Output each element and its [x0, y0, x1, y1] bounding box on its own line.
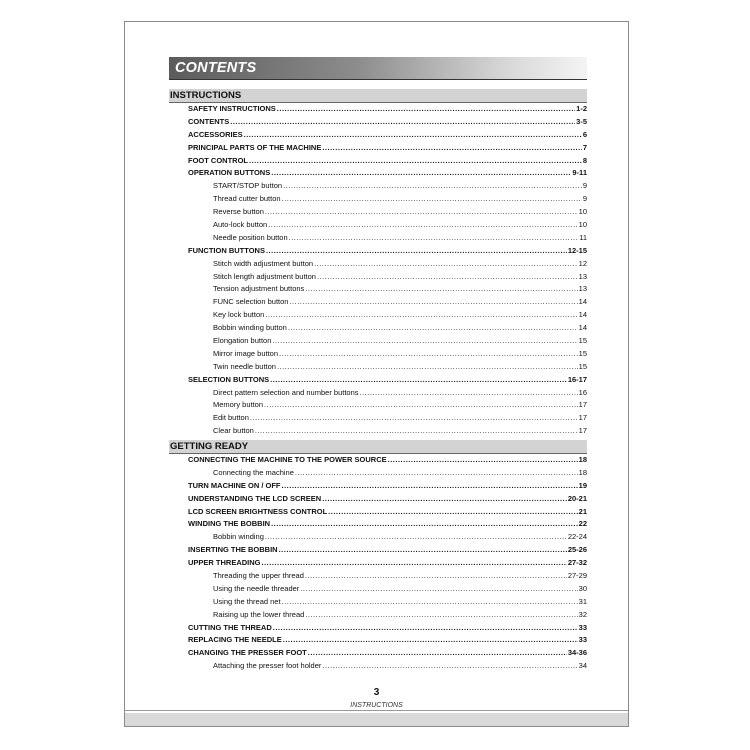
toc-entry-page: 12: [578, 258, 587, 268]
toc-entry: [169, 374, 587, 387]
toc-entry-title: Bobbin winding button: [213, 323, 287, 333]
toc-entry-title: FUNCTION BUTTONS: [188, 245, 265, 255]
toc-entry-page: 17: [578, 400, 587, 410]
toc-entry-title: Clear button: [213, 426, 254, 436]
dot-leader: [277, 103, 575, 116]
dot-leader: [305, 283, 577, 296]
toc-entry-title: FUNC selection button: [213, 297, 289, 307]
toc-entry-title: Threading the upper thread: [213, 571, 304, 581]
toc-subentry: [169, 322, 587, 335]
dot-leader: [272, 335, 577, 348]
toc-entry-title: Direct pattern selection and number buttons: [213, 387, 359, 397]
dot-leader: [360, 387, 578, 400]
toc-entry-page: 12-15: [567, 245, 587, 255]
page-title: CONTENTS: [175, 60, 257, 76]
dot-leader: [289, 232, 579, 245]
toc-entry-title: Thread cutter button: [213, 194, 281, 204]
dot-leader: [264, 399, 578, 412]
footer-rule: [125, 710, 628, 711]
dot-leader: [230, 116, 575, 129]
dot-leader: [262, 557, 567, 570]
toc-entry-page: 7: [582, 142, 587, 152]
dot-leader: [283, 180, 582, 193]
toc-entry-page: 27-29: [567, 571, 587, 581]
dot-leader: [322, 142, 581, 155]
toc-entry-title: Raising up the lower thread: [213, 609, 305, 619]
dot-leader: [249, 155, 582, 168]
dot-leader: [244, 129, 582, 142]
toc-entry-title: Edit button: [213, 413, 249, 423]
dot-leader: [271, 167, 571, 180]
toc-subentry: [169, 271, 587, 284]
toc-subentry: [169, 361, 587, 374]
toc-entry-title: LCD SCREEN BRIGHTNESS CONTROL: [188, 506, 328, 516]
toc-entry-title: CHANGING THE PRESSER FOOT: [188, 648, 307, 658]
section-heading: INSTRUCTIONS: [169, 89, 587, 102]
toc-subentry: [169, 348, 587, 361]
toc-entry-page: 22-24: [567, 532, 587, 542]
toc-entry-page: 27-32: [567, 558, 587, 568]
dot-leader: [279, 348, 578, 361]
toc-subentry: [169, 425, 587, 438]
dot-leader: [250, 412, 578, 425]
toc-entry-page: 33: [578, 622, 587, 632]
toc-entry-title: Tension adjustment buttons: [213, 284, 305, 294]
toc-entry-title: START/STOP button: [213, 181, 283, 191]
toc-subentry: [169, 467, 587, 480]
toc-entry-title: PRINCIPAL PARTS OF THE MACHINE: [188, 142, 322, 152]
toc-entry-page: 9: [582, 181, 587, 191]
toc-subentry: [169, 399, 587, 412]
toc-entry-page: 19: [578, 480, 587, 490]
toc-entry-page: 17: [578, 413, 587, 423]
toc-entry-title: Elongation button: [213, 336, 272, 346]
toc-subentry: [169, 335, 587, 348]
dot-leader: [305, 609, 577, 622]
toc-entry: [169, 480, 587, 493]
toc-subentry: [169, 206, 587, 219]
toc-entry: [169, 506, 587, 519]
toc-entry: [169, 142, 587, 155]
dot-leader: [268, 219, 577, 232]
toc-subentry: [169, 219, 587, 232]
toc-entry-title: Attaching the presser foot holder: [213, 661, 322, 671]
toc-entry-page: 32: [578, 609, 587, 619]
toc-entry: [169, 245, 587, 258]
toc-entry-title: Mirror image button: [213, 348, 279, 358]
toc-entry-page: 9: [582, 194, 587, 204]
dot-leader: [300, 583, 577, 596]
toc-entry-title: Bobbin winding: [213, 532, 264, 542]
dot-leader: [265, 309, 577, 322]
dot-leader: [295, 467, 578, 480]
toc-entry-page: 20-21: [567, 493, 587, 503]
toc-entry-title: Stitch width adjustment button: [213, 258, 314, 268]
toc-entry: [169, 544, 587, 557]
toc-entry-page: 1-2: [576, 104, 587, 113]
toc-entry-page: 3-5: [576, 116, 587, 126]
toc-entry-title: SELECTION BUTTONS: [188, 374, 270, 384]
dot-leader: [270, 374, 567, 387]
section-heading: GETTING READY: [169, 440, 587, 453]
dot-leader: [266, 245, 567, 258]
toc-entry-title: TURN MACHINE ON / OFF: [188, 480, 281, 490]
toc-subentry: [169, 232, 587, 245]
toc-entry: [169, 518, 587, 531]
section-getting-ready: [169, 440, 587, 673]
dot-leader: [279, 544, 567, 557]
dot-leader: [322, 493, 567, 506]
dot-leader: [255, 425, 578, 438]
toc-subentry: [169, 258, 587, 271]
toc-entry-list: [169, 454, 587, 673]
dot-leader: [265, 531, 567, 544]
manual-page: [124, 21, 629, 727]
toc-entry: [169, 155, 587, 168]
toc-entry: [169, 103, 587, 116]
toc-entry-page: 16: [578, 387, 587, 397]
section-instructions: [169, 89, 587, 438]
dot-leader: [314, 258, 578, 271]
toc-subentry: [169, 570, 587, 583]
toc-entry: [169, 622, 587, 635]
toc-entry-title: SAFETY INSTRUCTIONS: [188, 104, 276, 113]
toc-subentry: [169, 660, 587, 673]
toc-entry-page: 14: [578, 297, 587, 307]
footer-bar: [125, 713, 628, 726]
toc-entry-title: Auto-lock button: [213, 220, 268, 230]
toc-subentry: [169, 180, 587, 193]
dot-leader: [322, 660, 577, 673]
toc-entry-page: 17: [578, 426, 587, 436]
toc-entry-title: WINDING THE BOBBIN: [188, 519, 271, 529]
toc-entry: [169, 167, 587, 180]
dot-leader: [265, 206, 578, 219]
toc-entry-page: 16-17: [567, 374, 587, 384]
toc-subentry: [169, 412, 587, 425]
toc-entry-page: 14: [578, 310, 587, 320]
toc-entry-title: Stitch length adjustment button: [213, 271, 316, 281]
toc-entry: [169, 116, 587, 129]
toc-subentry: [169, 296, 587, 309]
dot-leader: [277, 361, 578, 374]
toc-entry: [169, 129, 587, 142]
toc-entry-page: 9-11: [572, 168, 587, 178]
toc-entry-page: 11: [579, 232, 587, 242]
toc-entry-title: UPPER THREADING: [188, 558, 261, 568]
toc-entry-title: FOOT CONTROL: [188, 155, 248, 165]
toc-entry-page: 30: [578, 583, 587, 593]
toc-entry-title: Using the needle threader: [213, 583, 300, 593]
dot-leader: [273, 622, 578, 635]
toc-entry-title: Using the thread net: [213, 596, 281, 606]
dot-leader: [317, 271, 578, 284]
toc-entry-page: 15: [578, 336, 587, 346]
toc-entry-title: Connecting the machine: [213, 467, 294, 477]
toc-subentry: [169, 531, 587, 544]
toc-subentry: [169, 596, 587, 609]
toc-entry-page: 10: [578, 220, 587, 230]
toc-entry-page: 31: [578, 596, 587, 606]
footer-label: INSTRUCTIONS: [350, 702, 403, 709]
toc-entry-page: 21: [578, 506, 587, 516]
toc-subentry: [169, 283, 587, 296]
toc-entry-title: REPLACING THE NEEDLE: [188, 635, 282, 645]
toc-entry-page: 33: [578, 635, 587, 645]
dot-leader: [282, 193, 582, 206]
toc-entry: [169, 634, 587, 647]
toc-entry-page: 8: [582, 155, 587, 165]
toc-subentry: [169, 609, 587, 622]
toc-entry-title: ACCESSORIES: [188, 129, 243, 139]
contents-banner: [169, 57, 587, 79]
toc-entry-title: Needle position button: [213, 232, 288, 242]
dot-leader: [283, 634, 578, 647]
toc-entry-page: 34: [578, 661, 587, 671]
toc-entry-page: 22: [578, 519, 587, 529]
dot-leader: [388, 454, 578, 467]
dot-leader: [282, 480, 578, 493]
toc-entry-list: [169, 103, 587, 438]
toc-entry-title: Key lock button: [213, 310, 265, 320]
toc-entry-page: 6: [582, 129, 587, 139]
toc-entry: [169, 454, 587, 467]
toc-entry-page: 18: [578, 467, 587, 477]
toc-entry: [169, 557, 587, 570]
toc-entry-page: 15: [578, 361, 587, 371]
toc-entry-title: OPERATION BUTTONS: [188, 168, 271, 178]
dot-leader: [289, 296, 577, 309]
toc-subentry: [169, 193, 587, 206]
toc-entry-title: Twin needle button: [213, 361, 276, 371]
toc-entry: [169, 493, 587, 506]
toc-entry-title: INSERTING THE BOBBIN: [188, 545, 278, 555]
dot-leader: [271, 518, 578, 531]
toc-entry-title: Reverse button: [213, 207, 264, 217]
dot-leader: [282, 596, 578, 609]
toc-entry-title: Memory button: [213, 400, 264, 410]
toc-entry-title: CONTENTS: [188, 116, 230, 126]
dot-leader: [288, 322, 578, 335]
toc-entry-page: 14: [578, 323, 587, 333]
toc-subentry: [169, 583, 587, 596]
dot-leader: [305, 570, 567, 583]
toc-entry-title: CONNECTING THE MACHINE TO THE POWER SOURCE: [188, 455, 387, 464]
toc-entry: [169, 647, 587, 660]
dot-leader: [308, 647, 567, 660]
dot-leader: [328, 506, 577, 519]
toc-entry-page: 13: [578, 284, 587, 294]
toc-subentry: [169, 387, 587, 400]
page-number: 3: [373, 687, 380, 698]
toc-entry-page: 13: [578, 271, 587, 281]
toc-entry-title: UNDERSTANDING THE LCD SCREEN: [188, 493, 322, 503]
banner-underline: [169, 79, 587, 80]
toc-entry-page: 34-36: [567, 648, 587, 658]
toc-entry-title: CUTTING THE THREAD: [188, 622, 272, 632]
toc-entry-page: 18: [578, 455, 587, 464]
toc-entry-page: 10: [578, 207, 587, 217]
toc-entry-page: 25-26: [567, 545, 587, 555]
toc-entry-page: 15: [578, 348, 587, 358]
toc-subentry: [169, 309, 587, 322]
